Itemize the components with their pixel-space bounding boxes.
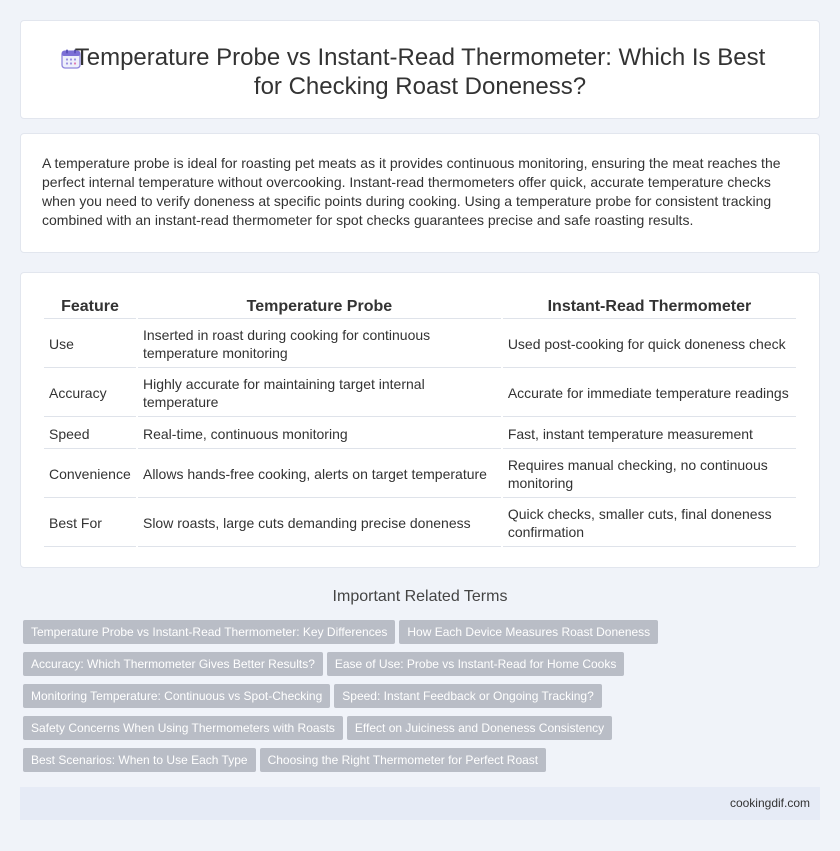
- page-title: Temperature Probe vs Instant-Read Thermometer: Which Is Best for Checking Roast Doneness?: [74, 44, 766, 100]
- summary-text: A temperature probe is ideal for roasting pet meats as it provides continuous monitoring, ensuring the meat reaches the perfect internal temperature without overcooking. Instant-read thermometers offer quick, accurate temperature checks when you need to verify doneness at specific points during cooking. Using a temperature probe for consistent tracking combined with an instant-read thermometer for spot checks guarantees precise and safe roasting results.: [42, 155, 781, 228]
- table-cell: Slow roasts, large cuts demanding precise doneness: [138, 500, 501, 547]
- related-term-tag[interactable]: Safety Concerns When Using Thermometers with Roasts: [23, 716, 343, 740]
- title-card: [20, 20, 820, 119]
- related-term-tag[interactable]: Choosing the Right Thermometer for Perfect Roast: [260, 748, 547, 772]
- related-term-tag[interactable]: How Each Device Measures Roast Doneness: [399, 620, 658, 644]
- table-header-feature: Feature: [44, 295, 136, 319]
- table-row: [44, 370, 796, 417]
- footer-site-link[interactable]: cookingdif.com: [729, 796, 810, 810]
- related-term-tag[interactable]: Temperature Probe vs Instant-Read Thermometer: Key Differences: [23, 620, 395, 644]
- summary-card: [20, 133, 820, 253]
- table-cell: Best For: [44, 500, 136, 547]
- comparison-table-card: [20, 272, 820, 568]
- table-cell: Fast, instant temperature measurement: [503, 419, 796, 449]
- related-term-tag[interactable]: Best Scenarios: When to Use Each Type: [23, 748, 256, 772]
- related-term-tag[interactable]: Ease of Use: Probe vs Instant-Read for Home Cooks: [327, 652, 624, 676]
- table-cell: Inserted in roast during cooking for continuous temperature monitoring: [138, 321, 501, 368]
- table-cell: Used post-cooking for quick doneness check: [503, 321, 796, 368]
- table-header-instant-read: Instant-Read Thermometer: [503, 295, 796, 319]
- table-cell: Use: [44, 321, 136, 368]
- footer: [20, 787, 820, 820]
- related-term-tag[interactable]: Monitoring Temperature: Continuous vs Spot-Checking: [23, 684, 330, 708]
- table-header-probe: Temperature Probe: [138, 295, 501, 319]
- table-cell: Convenience: [44, 451, 136, 498]
- table-cell: Real-time, continuous monitoring: [138, 419, 501, 449]
- table-row: [44, 451, 796, 498]
- table-cell: Quick checks, smaller cuts, final doneness confirmation: [503, 500, 796, 547]
- related-terms-heading: Important Related Terms: [332, 588, 508, 605]
- table-row: [44, 321, 796, 368]
- table-row: [44, 500, 796, 547]
- related-term-tag[interactable]: Effect on Juiciness and Doneness Consistency: [347, 716, 612, 740]
- comparison-table: [42, 293, 798, 549]
- table-cell: Highly accurate for maintaining target internal temperature: [138, 370, 501, 417]
- related-terms-list: [23, 620, 823, 780]
- table-cell: Allows hands-free cooking, alerts on target temperature: [138, 451, 501, 498]
- table-row: [44, 419, 796, 449]
- table-cell: Requires manual checking, no continuous monitoring: [503, 451, 796, 498]
- related-term-tag[interactable]: Speed: Instant Feedback or Ongoing Tracking?: [334, 684, 602, 708]
- table-cell: Accuracy: [44, 370, 136, 417]
- related-term-tag[interactable]: Accuracy: Which Thermometer Gives Better Results?: [23, 652, 323, 676]
- table-cell: Accurate for immediate temperature readings: [503, 370, 796, 417]
- table-cell: Speed: [44, 419, 136, 449]
